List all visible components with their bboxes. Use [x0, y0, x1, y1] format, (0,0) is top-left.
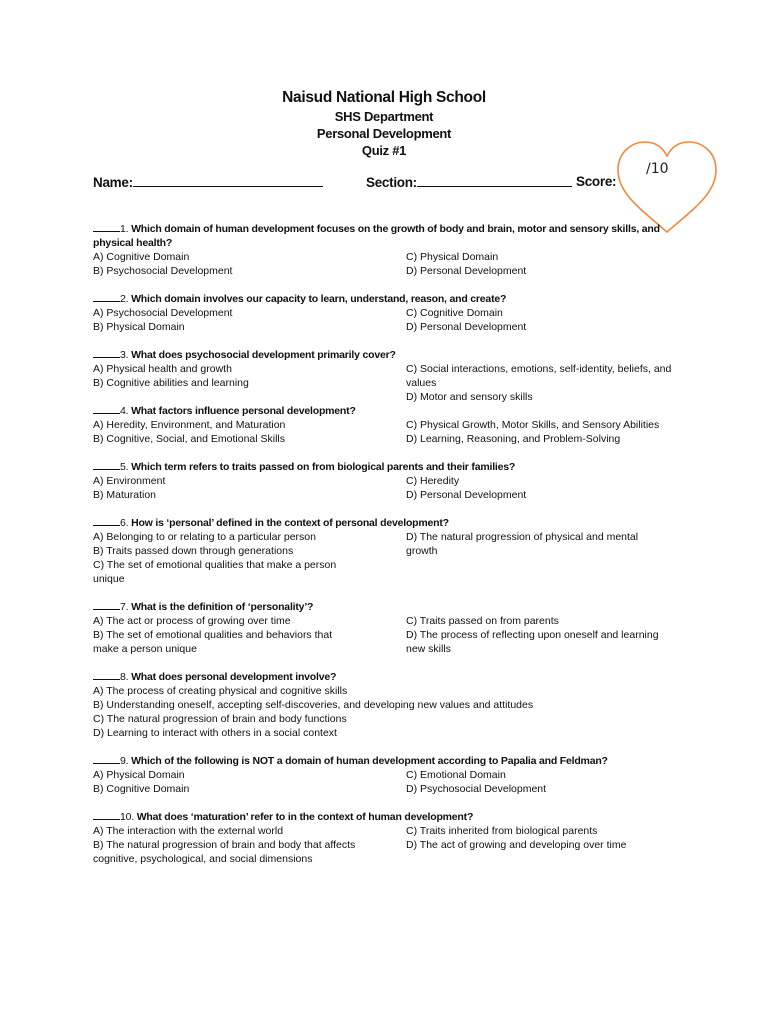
question-number: 10.	[120, 811, 134, 823]
option-b: B) Understanding oneself, accepting self-discoveries, and developing new values and attitudes	[93, 699, 534, 711]
option-c: C) The natural progression of brain and body functions	[93, 713, 347, 725]
option-b: B) Physical Domain	[93, 321, 185, 333]
option-c: C) Social interactions, emotions, self-identity, beliefs, and values	[406, 363, 672, 389]
score-field	[576, 174, 616, 189]
section-label: Section:	[366, 175, 417, 190]
question-stem	[93, 348, 693, 362]
name-label: Name:	[93, 175, 133, 190]
question-text: What factors influence personal development?	[131, 405, 356, 417]
question-8	[93, 670, 693, 739]
option-b: B) Cognitive abilities and learning	[93, 377, 249, 389]
answer-blank[interactable]	[93, 810, 120, 820]
option-a: A) Environment	[93, 475, 166, 487]
question-stem	[93, 516, 693, 530]
option-a: A) The process of creating physical and cognitive skills	[93, 685, 348, 697]
option-d: D) Personal Development	[406, 321, 527, 333]
answer-blank[interactable]	[93, 222, 120, 232]
answer-blank[interactable]	[93, 670, 120, 680]
option-a: A) The act or process of growing over time	[93, 615, 291, 627]
answer-blank[interactable]	[93, 516, 120, 526]
question-number: 2.	[120, 293, 129, 305]
option-d: D) Learning to interact with others in a social context	[93, 727, 337, 739]
question-text: What does psychosocial development primarily cover?	[131, 349, 396, 361]
option-a: A) Physical health and growth	[93, 363, 232, 375]
answer-blank[interactable]	[93, 600, 120, 610]
option-c: C) Cognitive Domain	[406, 307, 503, 319]
option-d: D) The process of reflecting upon oneself and learning new skills	[406, 629, 659, 655]
question-5	[93, 460, 693, 501]
question-2	[93, 292, 693, 333]
answer-blank[interactable]	[93, 404, 120, 414]
option-d: D) Motor and sensory skills	[406, 391, 533, 403]
option-d: D) The natural progression of physical and mental growth	[406, 531, 639, 557]
option-a: A) The interaction with the external world	[93, 825, 284, 837]
question-4	[93, 404, 693, 445]
name-field[interactable]	[93, 174, 323, 190]
option-c: C) Traits inherited from biological parents	[406, 825, 598, 837]
option-b: B) Cognitive Domain	[93, 783, 190, 795]
answer-blank[interactable]	[93, 292, 120, 302]
name-line[interactable]	[133, 174, 323, 187]
option-d: D) Learning, Reasoning, and Problem-Solving	[406, 433, 621, 445]
question-number: 8.	[120, 671, 129, 683]
option-b: B) The natural progression of brain and body that affects cognitive, psychological, and social dimensions	[93, 839, 356, 865]
answer-blank[interactable]	[93, 754, 120, 764]
question-text: Which domain involves our capacity to learn, understand, reason, and create?	[131, 293, 507, 305]
option-d: D) Personal Development	[406, 489, 527, 501]
question-6	[93, 516, 693, 585]
option-c: C) Traits passed on from parents	[406, 615, 559, 627]
option-a: A) Belonging to or relating to a particular person	[93, 531, 316, 543]
question-7	[93, 600, 693, 655]
question-number: 9.	[120, 755, 129, 767]
quiz-title: Quiz #1	[361, 143, 407, 158]
question-number: 1.	[120, 223, 129, 235]
question-number: 5.	[120, 461, 129, 473]
option-c: C) Emotional Domain	[406, 769, 506, 781]
option-c: C) Physical Growth, Motor Skills, and Sensory Abilities	[406, 419, 660, 431]
question-stem	[93, 810, 693, 824]
option-c: C) Heredity	[406, 475, 460, 487]
question-text: Which domain of human development focuses on the growth of body and brain, motor and sensory skills, and physical health?	[93, 223, 660, 249]
option-b: B) Psychosocial Development	[93, 265, 233, 277]
score-max: /10	[646, 161, 669, 177]
question-stem	[93, 292, 693, 306]
question-number: 3.	[120, 349, 129, 361]
question-number: 6.	[120, 517, 129, 529]
question-stem	[93, 460, 693, 474]
option-b: B) Maturation	[93, 489, 157, 501]
option-a: A) Physical Domain	[93, 769, 185, 781]
section-field[interactable]	[366, 174, 572, 190]
question-text: What is the definition of ‘personality’?	[131, 601, 314, 613]
subject-title: Personal Development	[316, 126, 452, 141]
school-name: Naisud National High School	[282, 89, 486, 106]
section-line[interactable]	[417, 174, 572, 187]
score-label: Score:	[576, 174, 617, 189]
option-d: D) Personal Development	[406, 265, 527, 277]
question-stem	[93, 404, 693, 418]
question-stem	[93, 222, 693, 250]
question-stem	[93, 600, 693, 614]
option-b: B) The set of emotional qualities and behaviors that make a person unique	[93, 629, 333, 655]
option-a: A) Cognitive Domain	[93, 251, 190, 263]
question-text: Which of the following is NOT a domain of human development according to Papalia and Feldman?	[131, 755, 608, 767]
question-text: What does personal development involve?	[131, 671, 337, 683]
question-9	[93, 754, 693, 795]
question-text: What does ‘maturation’ refer to in the context of human development?	[136, 811, 474, 823]
answer-blank[interactable]	[93, 460, 120, 470]
option-d: D) The act of growing and developing over time	[406, 839, 627, 851]
option-a: A) Psychosocial Development	[93, 307, 233, 319]
question-text: How is ‘personal’ defined in the context of personal development?	[131, 517, 449, 529]
question-number: 7.	[120, 601, 129, 613]
question-stem	[93, 754, 693, 768]
option-c: C) The set of emotional qualities that make a person unique	[93, 559, 337, 585]
question-3	[93, 348, 693, 403]
answer-blank[interactable]	[93, 348, 120, 358]
option-b: B) Traits passed down through generations	[93, 545, 294, 557]
department-title: SHS Department	[334, 109, 434, 124]
question-stem	[93, 670, 693, 684]
question-number: 4.	[120, 405, 129, 417]
option-c: C) Physical Domain	[406, 251, 499, 263]
question-1	[93, 222, 693, 277]
question-10	[93, 810, 693, 865]
option-a: A) Heredity, Environment, and Maturation	[93, 419, 286, 431]
question-text: Which term refers to traits passed on from biological parents and their families?	[131, 461, 516, 473]
option-d: D) Psychosocial Development	[406, 783, 547, 795]
option-b: B) Cognitive, Social, and Emotional Skills	[93, 433, 286, 445]
